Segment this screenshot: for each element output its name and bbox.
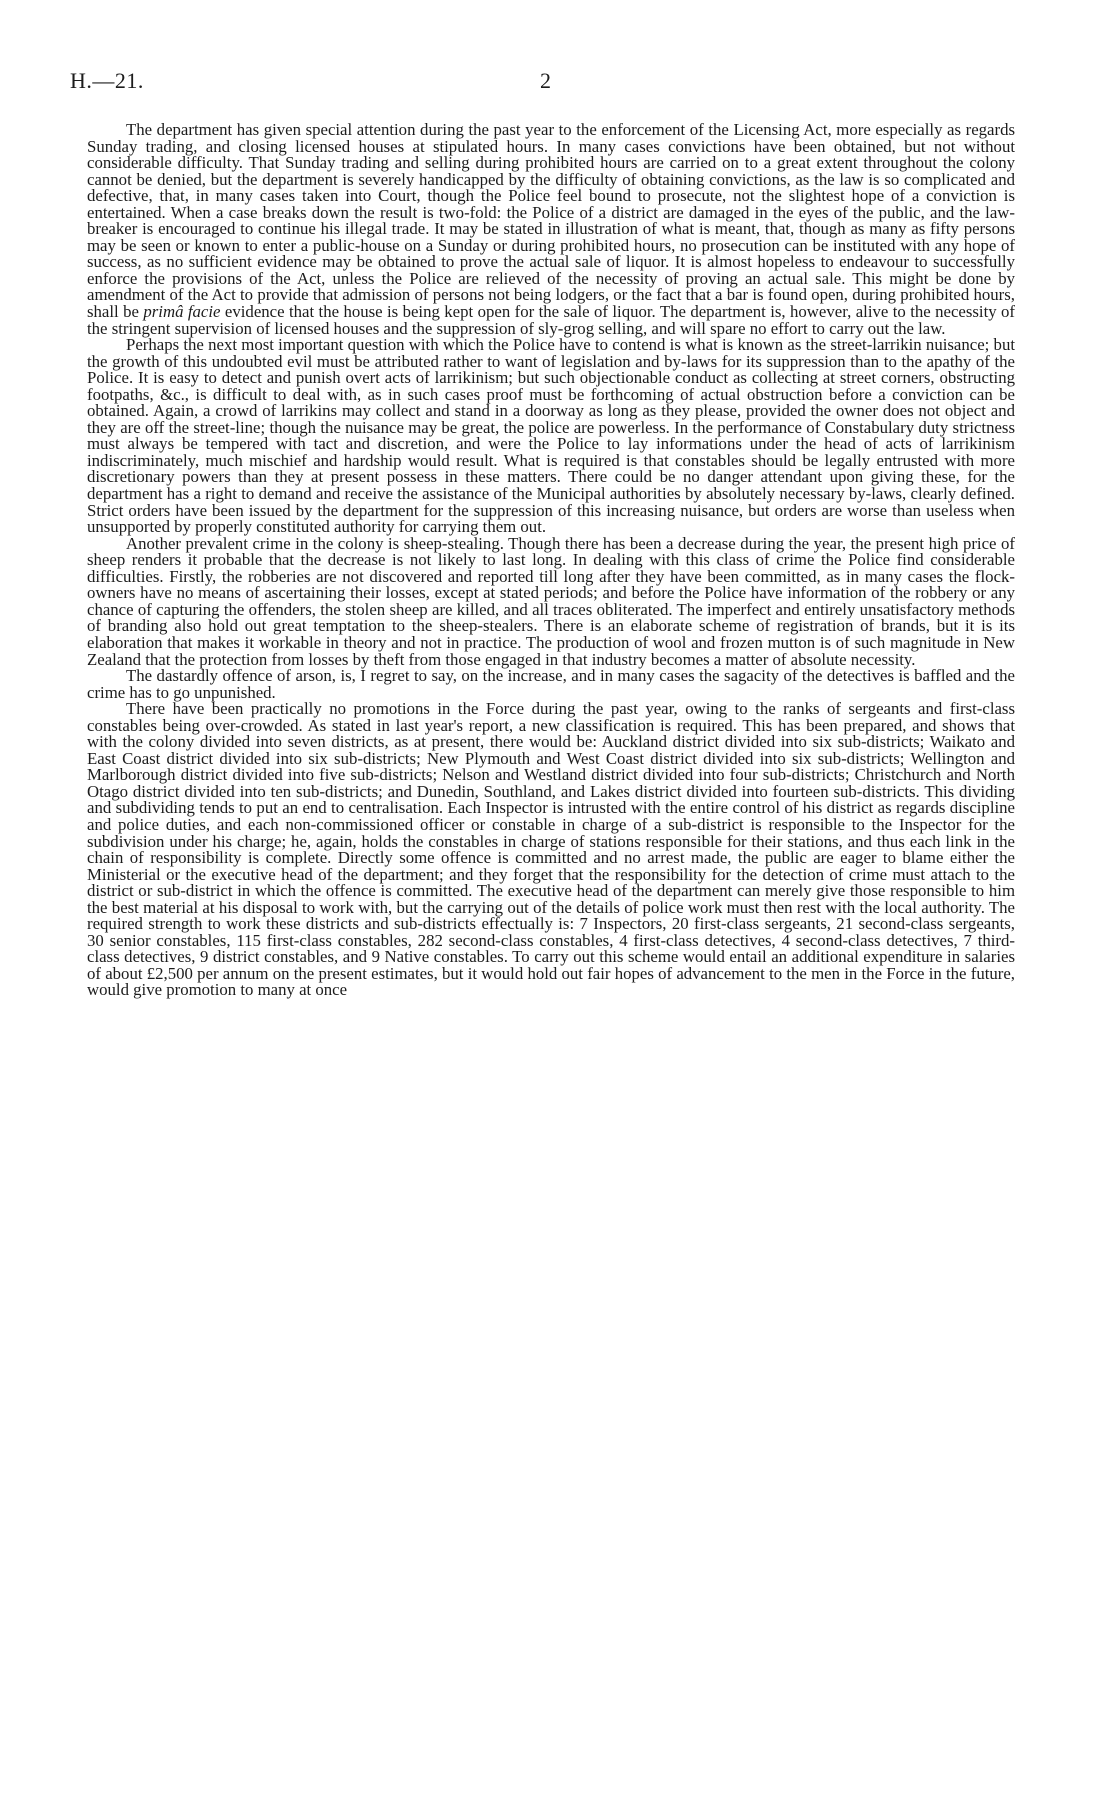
paragraph-licensing: The department has given special attention during the past year to the enforcement of the Licensing Act, more especially as regards Sunday trading, and closing licensed houses at stipulated hours. In many cases convictions have been obtained, but not without considerable difficulty. That Sunday trading and selling during prohibited hours are carried on to a great extent throughout the colony cannot be denied, but the department is severely handicapped by the difficulty of obtaining convictions, as the law is so complicated and defective, that, in many cases taken into Court, though the Police feel bound to prosecute, not the slightest hope of a conviction is entertained. When a case breaks down the result is two-fold: the Police of a district are damaged in the eyes of the public, and the law-breaker is encouraged to continue his illegal trade. It may be stated in illustration of what is meant, that, though as many as fifty persons may be seen or known to enter a public-house on a Sunday or during prohibited hours, no prosecution can be instituted with any hope of success, as no sufficient evidence may be obtained to prove the actual sale of liquor. It is almost hopeless to endeavour to successfully enforce the provisions of the Act, unless the Police are relieved of the necessity of proving an actual sale. This might be done by amendment of the Act to provide that admission of persons not being lodgers, or the fact that a bar is found open, during prohibited hours, shall be primâ facie evidence that the house is being kept open for the sale of liquor. The department is, however, alive to the necessity of the stringent supervision of licensed houses and the suppression of sly-grog selling, and will spare no effort to carry out the law. xyxy=(87,120,1016,338)
paragraph-larrikin: Perhaps the next most important question with which the Police have to contend is what is known as the street-larrikin nuisance; but the growth of this undoubted evil must be attributed rather to want of legislation and by-laws for its suppression than to the apathy of the Police. It is easy to detect and punish overt acts of larrikinism; but such objectionable conduct as collecting at street corners, obstructing footpaths, &c., is difficult to deal with, as in such cases proof must be forthcoming of actual obstruction before a conviction can be obtained. Again, a crowd of larrikins may collect and stand in a doorway as long as they please, provided the owner does not object and they are off the street-line; though the nuisance may be great, the police are powerless. In the performance of Constabulary duty strictness must always be tempered with tact and discretion, and were the Police to lay informations under the head of acts of larrikinism indiscriminately, much mischief and hardship would result. What is required is that constables should be legally entrusted with more discretionary powers than they at present possess in these matters. There could be no danger attendant upon giving these, for the department has a right to demand and receive the assistance of the Municipal authorities by absolutely necessary by-laws, clearly defined. Strict orders have been issued by the department for the suppression of this increasing nuisance, but orders are worse than useless when unsupported by properly constituted authority for carrying them out. xyxy=(87,335,1015,537)
document-reference: H.—21. xyxy=(70,68,144,93)
body-text xyxy=(87,122,1015,999)
page-number: 2 xyxy=(540,68,551,93)
page-header xyxy=(70,68,550,98)
paragraph-promotions: There have been practically no promotions in the Force during the past year, owing to the ranks of sergeants and first-class constables being over-crowded. As stated in last year's report, a new classification is required. This has been prepared, and shows that with the colony divided into seven districts, as at present, there would be: Auckland district divided into six sub-districts; Waikato and East Coast district divided into six sub-districts; New Plymouth and West Coast district divided into six sub-districts; Wellington and Marlborough district divided into five sub-districts; Nelson and Westland district divided into four sub-districts; Christchurch and North Otago district divided into ten sub-districts; and Dunedin, Southland, and Lakes district divided into fourteen sub-districts. This dividing and subdividing tends to put an end to centralisation. Each Inspector is intrusted with the entire control of his district as regards discipline and police duties, and each non-commissioned officer or constable in charge of a sub-district is responsible to the Inspector for the subdivision under his charge; he, again, holds the constables in charge of stations responsible for their stations, and thus each link in the chain of responsibility is complete. Directly some offence is committed and no arrest made, the public are eager to blame either the Ministerial or the executive head of the department; and they forget that the responsibility for the detection of crime must attach to the district or sub-district in which the offence is committed. The executive head of the department can merely give those responsible to him the best material at his disposal to work with, but the carrying out of the details of police work must then rest with the local authority. The required strength to work these districts and sub-districts effectually is: 7 Inspectors, 20 first-class sergeants, 21 second-class sergeants, 30 senior constables, 115 first-class constables, 282 second-class constables, 4 first-class detectives, 4 second-class detectives, 7 third-class detectives, 9 district constables, and 9 Native constables. To carry out this scheme would entail an additional expenditure in salaries of about £2,500 per annum on the present estimates, but it would hold out fair hopes of advancement to the men in the Force in the future, would give promotion to many at once xyxy=(87,699,1015,1000)
italic-phrase: primâ facie xyxy=(143,302,221,322)
paragraph-arson: The dastardly offence of arson, is, I regret to say, on the increase, and in many cases the sagacity of the detectives is baffled and the crime has to go unpunished. xyxy=(87,666,1015,702)
paragraph-sheep-stealing: Another prevalent crime in the colony is sheep-stealing. Though there has been a decrease during the year, the present high price of sheep renders it probable that the decrease is not likely to last long. In dealing with this class of crime the Police find considerable difficulties. Firstly, the robberies are not discovered and reported till long after they have been committed, as in many cases the flock-owners have no means of ascertaining their losses, except at stated periods; and before the Police have information of the robbery or any chance of capturing the offenders, the stolen sheep are killed, and all traces obliterated. The imperfect and entirely unsatisfactory methods of branding also hold out great temptation to the sheep-stealers. There is an elaborate scheme of registration of brands, but it is its elaboration that makes it workable in theory and not in practice. The production of wool and frozen mutton is of such magnitude in New Zealand that the protection from losses by theft from those engaged in that industry becomes a matter of absolute necessity. xyxy=(87,533,1015,669)
